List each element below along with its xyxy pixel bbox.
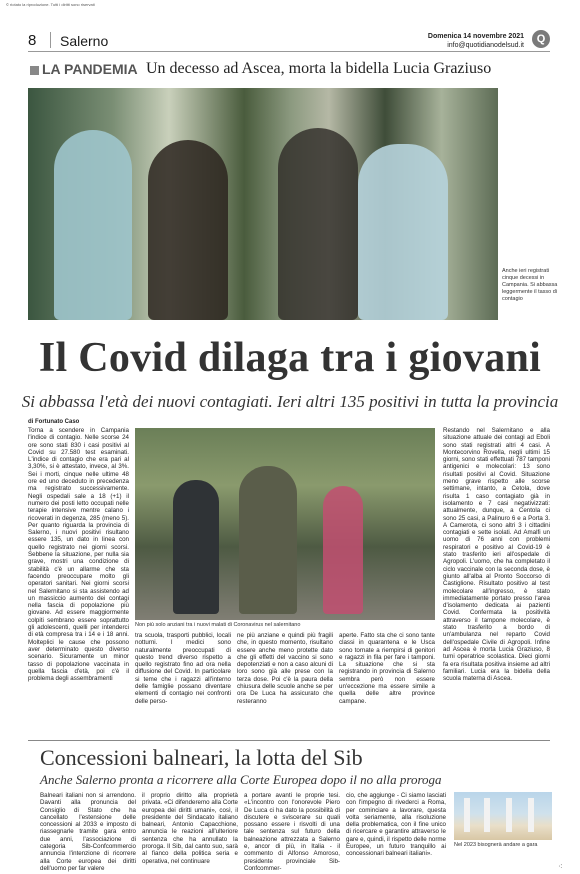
byline: di Fortunato Caso [28,419,80,425]
photo-figure [239,466,297,614]
kicker-square-icon [30,66,39,75]
page-header [28,30,550,52]
main-subheadline: Si abbassa l'età dei nuovi contagiati. Ieri altri 135 positivi in tutta la provincia [21,392,559,411]
umbrella-shape [464,798,470,832]
section-name: Salerno [60,33,109,49]
copyright-notice: © riotato la riproduzione. Tutti i diritti sono riservati [6,2,95,7]
photo-figure [54,130,132,320]
article2-headline: Concessioni balneari, la lotta del Sib [40,745,363,770]
photo-figure [278,128,358,320]
main-headline: Il Covid dilaga tra i giovani [38,335,542,381]
umbrella-shape [528,798,534,832]
article2-column-4: cio, che aggiunge - Ci siamo lasciati con l'impegno di rivederci a Roma, per cominciare a lavorare, questa volta seriamente, alla risoluzione della problematica, con il fine unico di ricercare e garantire attraverso le gare e, quindi, il rispetto delle norme Europee, un futuro tranquillo ai concessionari balneari italiani». [346,792,446,858]
kicker-label: LA PANDEMIA [42,61,138,77]
article2-column-3: a portare avanti le proprie tesi. «L'incontro con l'onorevole Piero De Luca ci ha dato la possibilità di discutere e sviscerare su quali possano essere i risvolti di una tale sentenza sul futuro della balneazione attrezzata a Salerno e, ancor di più, in Italia - il commento di Alfonso Amoroso, presidente provinciale Sib-Confcommer- [244,792,340,872]
corner-mark-icon: ⁖ [558,862,563,871]
photo-figure [358,144,448,320]
page-number: 8 [28,32,37,49]
article-column-4: aperte. Fatto sta che ci sono tante classi in quarantena e le Usca sono tornate a riempirsi di genitori e ragazzi in fila per fare i tamponi. La situazione che si sta registrando in provincia di Salerno sembra però non essere un'eccezione ma essere simile a quella delle altre province campane. [339,632,435,705]
street-crowd-photo [135,428,435,620]
photo-figure [148,140,228,320]
newspaper-logo-icon: Q [532,30,550,48]
article-column-5: Restando nel Salernitano e alla situazione attuale dei contagi ad Eboli sono stati registrati altri 4 casi. A Montecorvino Rovella, negli ultimi 15 giorni, sono stati effettuati 787 tamponi antigenici e molecolari: 13 sono risultati positivi al Covid. Situazione meno grave rispetto alle scorse settimane, intanto, a Cetola, dove risulta 1 caso contagiato già in isolamento e 7 casi negativizzati: attualmente, dunque, a Centola ci sono 25 casi, a Palinuro 6 e a Porta 3. A Camerota, ci sono altri 3 i cittadini contagiati e sette isolati. Ad Amalfi un uomo di 76 anni con problemi respiratori e positivo al Covid-19 è stato trasferito ieri all'ospedale di Agropoli. L'uomo, che ha completato il ciclo vaccinale con la seconda dose, è giunto all'alba al Pronto Soccorso di Castiglione. Risultato positivo al test molecolare all'ingresso, è stato immediatamente portato presso l'area d'isolamento dedicata ai pazienti Covid. Confermata la positività attraverso il tampone molecolare, è stato trasferito a bordo di un'ambulanza nel reparto Covid dell'ospedale Civile di Agropoli. Infine ad Ascea è morta Lucia Graziuso, 8 tumi operatrice scolastica. Dieci giorni fa era risultata positiva insieme ad altri familiari. Lucia era la bidella della scuola materna di Ascea. [443,427,550,683]
kicker-text: Un decesso ad Ascea, morta la bidella Lucia Graziuso [146,60,492,77]
photo-figure [173,480,219,614]
photo-caption: Nel 2023 bisognerà andare a gara [454,842,538,848]
beach-umbrellas-photo [454,792,552,840]
article-column-1: Torna a scendere in Campania l'indice di contagio. Nelle scorse 24 ore sono stati 830 i casi positivi al Covid su 27.580 test esaminati. L'indice di contagio che era pari al 3,30%, si è attestato, invece, al 3%. Sei i morti, cinque nelle ultime 48 ore ed uno deceduto in precedenza ma registrato successivamente. Negli ospedali sale a 18 (+1) il numero dei posti letto occupati nelle terapie intensive mentre calano i ricoverati in degenza, 285 (meno 5). Per quanto riguarda la provincia di Salerno, i nuovi positivi risultano essere 135, un dato in linea con quello registrato nei giorni scorsi. Sebbene la situazione, per nulla sia grave, mostri una condizione di stabilità c'è un allarme che sta facendo preoccupare molto gli operatori sanitari. Nei giorni scorsi nel Salernitano si sta assistendo ad un massiccio aumento dei contagi nella fascia di popolazione più giovane. Ad essere maggiormente colpiti sembrano essere soprattutto gli adolescenti, quelli per intenderci di età compresa tra i 14 e i 18 anni. Molteplici le cause che possono aver determinato questo diverso scenario. Sicuramente un minor tasso di popolazione vaccinata in quella fascia d'età, poi c'è il problema degli assembramenti [28,427,129,683]
article2-subheadline: Anche Salerno pronta a ricorrere alla Corte Europea dopo il no alla proroga [40,772,442,787]
umbrella-shape [484,798,490,832]
section-divider [28,740,550,741]
header-dateline [428,32,524,50]
article-column-2: tra scuola, trasporti pubblici, locali notturni. I medici sono naturalmente preoccupati di questo trend diverso rispetto a quello registrato fino ad ora nella diffusione del Covid. In particolare si teme che i ragazzi all'interno delle famiglie possano diventare elementi di contagio nei confronti delle perso- [135,632,231,705]
header-divider [50,32,51,48]
article2-column-2: il proprio diritto alla proprietà privata. «Ci difenderemo alla Corte europea dei diritti umani», così, il presidente del Sindacato italiano balneari, Antonio Capacchione, annuncia le reazioni all'ulteriore sentenza che ha annullato la proroga. Il Sib, dal canto suo, sarà al fianco della politica seria e operativa, nel continuare [142,792,238,865]
photo-caption: Anche ieri registrati cinque decessi in Campania. Si abbassa leggermente il tasso di contagio [502,268,558,302]
contact-email: info@quotidianodelsud.it [447,42,524,49]
testing-photo [28,88,498,320]
article2-column-1: Balneari italiani non si arrendono. Davanti alla pronuncia del Consiglio di Stato che ha cancellato l'estensione delle concessioni al 2033 e imposto di riassegnarle tramite gara entro due anni, l'associazione di categoria Sib-Confcommercio annuncia l'intenzione di ricorrere alla Corte europea dei diritti dell'uomo per far valere [40,792,136,872]
article-column-3: ne più anziane e quindi più fragili che, in questo momento, risultano essere anche meno protette dato che gli effetti del vaccino si sono depotenziati e non a caso alcuni di loro sono già alle prese con la terza dose. Poi c'è la paura della chiusura delle scuole anche se per ora De Luca ha assicurato che resteranno [237,632,333,705]
photo-caption: Non più solo anziani tra i nuovi malati di Coronavirus nel salernitano [135,622,301,628]
photo-figure [323,486,363,614]
umbrella-shape [506,798,512,832]
issue-date: Domenica 14 novembre 2021 [427,33,524,40]
